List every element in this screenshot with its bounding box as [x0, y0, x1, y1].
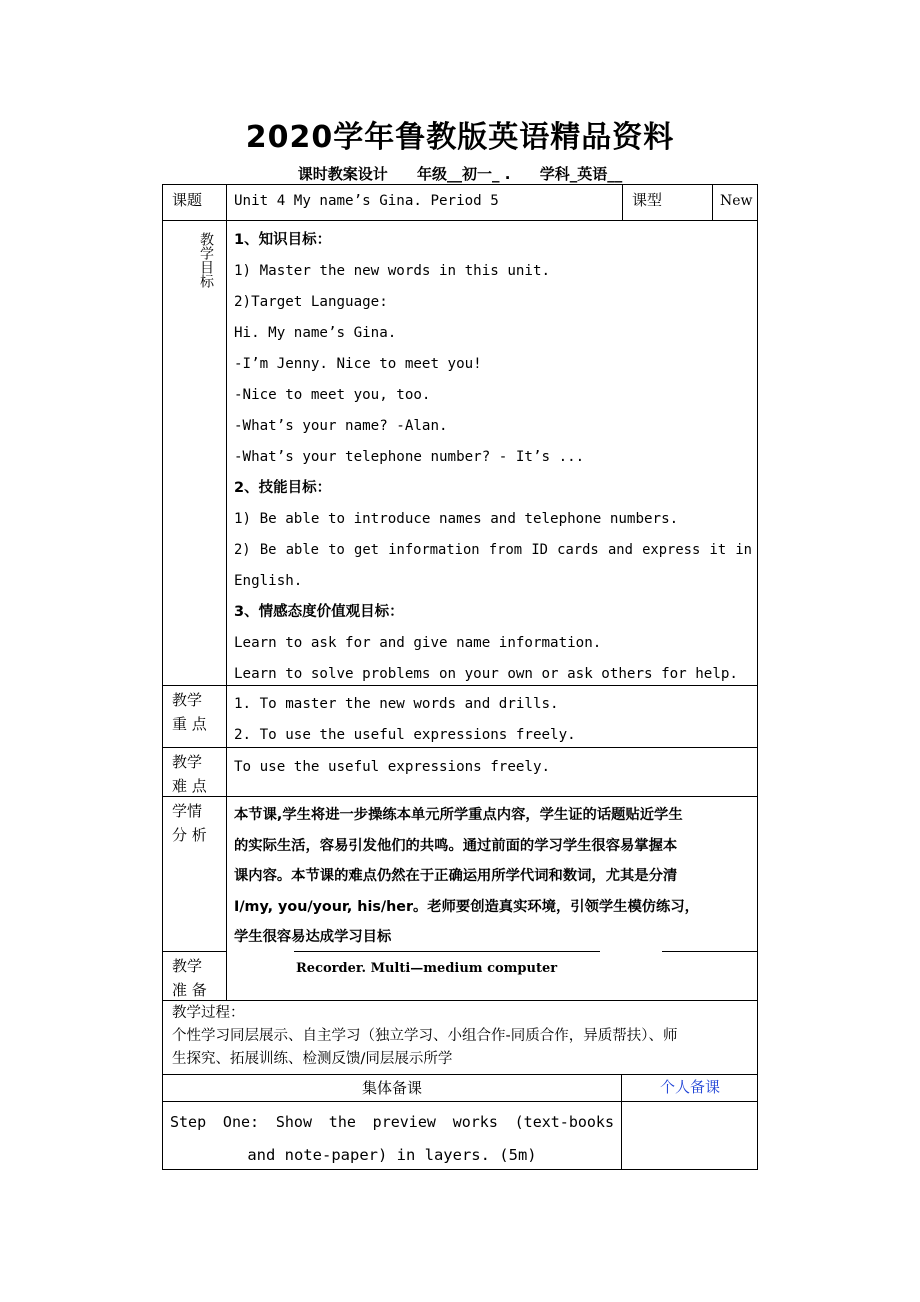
objective-line: Learn to solve problems on your own or ask others for help. — [234, 666, 738, 682]
process-content — [172, 1002, 677, 1071]
objective-line: 3、情感态度价值观目标： — [234, 604, 404, 620]
objective-line: -I’m Jenny. Nice to meet you! — [234, 356, 482, 372]
difficulties-label — [172, 750, 207, 798]
step-one — [170, 1106, 614, 1172]
row-divider — [162, 1101, 758, 1102]
objective-line: Learn to ask for and give name information. — [234, 635, 602, 651]
type-value: New — [720, 193, 753, 209]
difficulties-label-2: 难 点 — [172, 777, 207, 795]
process-text: 个性学习同层展示、自主学习（独立学习、小组合作-同质合作，异质帮扶）、师 — [172, 1028, 678, 1044]
row-divider — [162, 951, 226, 952]
row-divider — [162, 1000, 758, 1001]
subtitle — [0, 163, 920, 184]
process-text: 生探究、拓展训练、检测反馈/同层展示所学 — [172, 1051, 453, 1067]
preparation-label-1: 教学 — [172, 957, 203, 975]
column-divider — [226, 184, 227, 1000]
objective-line: 2) Be able to get information from ID cards and express it in — [234, 542, 752, 558]
topic-label: 课题 — [172, 191, 203, 209]
analysis-label-1: 学情 — [172, 802, 203, 820]
analysis-label-2: 分 析 — [172, 826, 207, 844]
objective-line: 2)Target Language: — [234, 294, 388, 310]
subject-label: 学科_英语__ — [539, 165, 623, 183]
preparation-label — [172, 954, 207, 1002]
grade-label: 年级__初一_ . — [417, 165, 511, 183]
column-divider — [712, 184, 713, 220]
topic-value: Unit 4 My name’s Gina. Period 5 — [234, 193, 499, 209]
objective-line: Hi. My name’s Gina. — [234, 325, 397, 341]
objective-line: -Nice to meet you, too. — [234, 387, 431, 403]
row-divider — [162, 220, 758, 221]
analysis-line: 课内容。本节课的难点仍然在于正确运用所学代词和数词，尤其是分清 — [234, 868, 678, 884]
step-one-line: Step One: Show the preview works (text-books — [170, 1113, 614, 1131]
key-points-label-1: 教学 — [172, 691, 203, 709]
difficulties-content: To use the useful expressions freely. — [234, 759, 551, 775]
objective-line: 1) Be able to introduce names and telephone numbers. — [234, 511, 679, 527]
key-points-label-2: 重 点 — [172, 715, 207, 733]
column-divider — [622, 184, 623, 220]
objective-line: 2、技能目标： — [234, 480, 332, 496]
key-points-content — [234, 689, 576, 751]
analysis-line: I/my, you/your, his/her。老师要创造真实环境，引领学生模仿练习， — [234, 898, 699, 915]
page-title: 2020学年鲁教版英语精品资料 — [245, 120, 675, 155]
analysis-line: 本节课,学生将进一步操练本单元所学重点内容，学生证的话题贴近学生 — [234, 807, 683, 823]
key-point-line: 2. To use the useful expressions freely. — [234, 727, 576, 743]
objective-line: English. — [234, 573, 303, 589]
preparation-label-2: 准 备 — [172, 981, 207, 999]
personal-prep-header: 个人备课 — [659, 1078, 720, 1096]
objective-line: -What’s your name? -Alan. — [234, 418, 448, 434]
row-divider — [162, 796, 758, 797]
type-label: 课型 — [632, 191, 663, 209]
process-label: 教学过程： — [172, 1005, 245, 1021]
objective-line: -What’s your telephone number? - It’s ... — [234, 449, 585, 465]
analysis-content — [234, 800, 699, 953]
analysis-line: 的实际生活，容易引发他们的共鸣。通过前面的学习学生很容易掌握本 — [234, 837, 678, 854]
step-one-line: and note-paper) in layers. (5m) — [247, 1146, 537, 1164]
objectives-content — [234, 225, 752, 690]
objective-line: 1) Master the new words in this unit. — [234, 263, 551, 279]
objectives-label: 教学目标 — [198, 232, 214, 288]
key-point-line: 1. To master the new words and drills. — [234, 696, 559, 712]
key-points-label — [172, 688, 207, 736]
analysis-line: 学生很容易达成学习目标 — [234, 929, 392, 945]
group-prep-header: 集体备课 — [361, 1079, 422, 1097]
analysis-label — [172, 799, 207, 847]
difficulties-label-1: 教学 — [172, 753, 203, 771]
design-label: 课时教案设计 — [297, 165, 388, 183]
objective-line: 1、知识目标： — [234, 232, 332, 248]
preparation-content: Recorder. Multi—medium computer — [296, 961, 558, 976]
